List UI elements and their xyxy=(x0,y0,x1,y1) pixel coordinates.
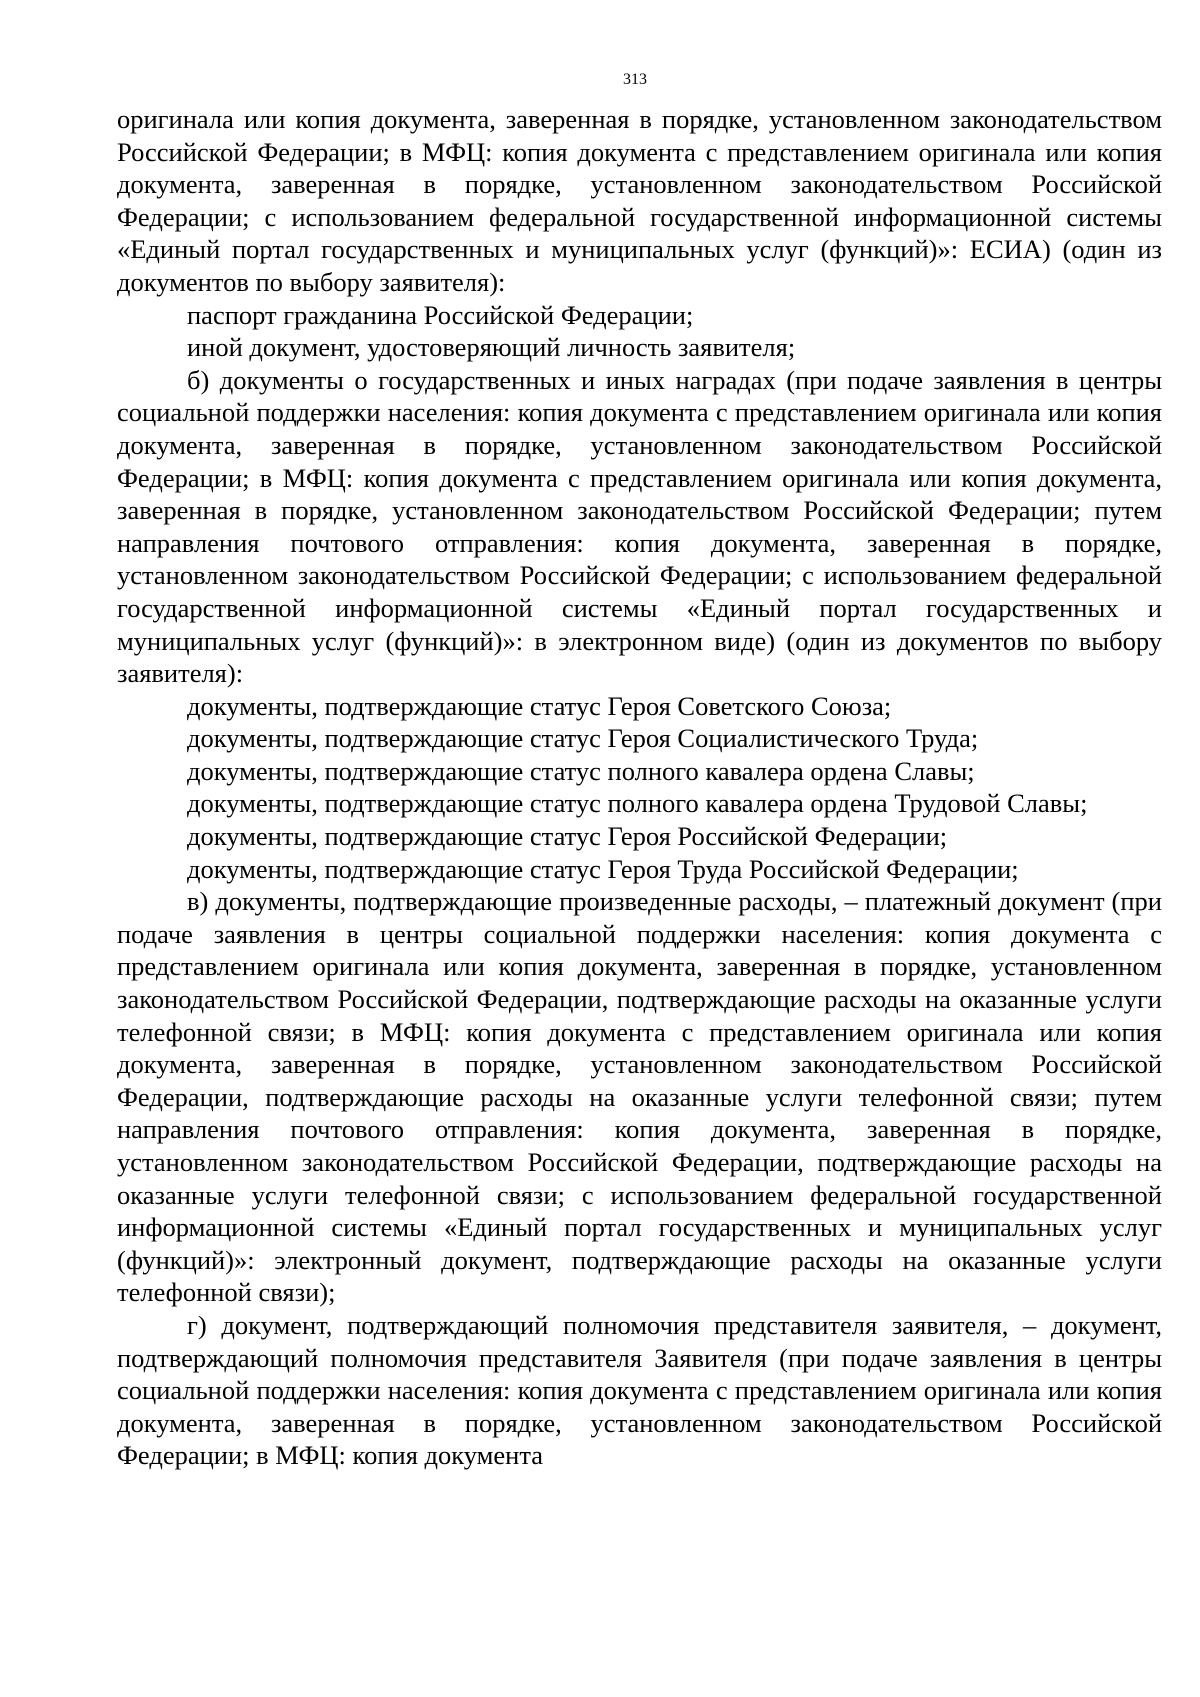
page-number: 313 xyxy=(623,71,647,88)
list-item-hero-of-labor: документы, подтверждающие статус Героя Труда Российской Федерации; xyxy=(187,853,1019,884)
list-item-hero-russian-federation: документы, подтверждающие статус Героя Российской Федерации; xyxy=(187,821,948,852)
document-body xyxy=(117,103,1162,1472)
paragraph-representative-authority: г) документ, подтверждающий полномочия представителя заявителя, – документ, подтверждающий полномочия представителя Заявителя (при подаче заявления в центры социальной поддержки населения: копия документа с представлением оригинала или копия документа, заверенная в порядке, установленном законодательством Российской Федерации; в МФЦ: копия документа xyxy=(117,1309,1162,1471)
paragraph-expense-documents: в) документы, подтверждающие произведенные расходы, – платежный документ (при подаче заявления в центры социальной поддержки населения: копия документа с представлением оригинала или копия документа, заверенная в порядке, установленном законодательством Российской Федерации, подтверждающие расходы на оказанные услуги телефонной связи; в МФЦ: копия документа с представлением оригинала или копия документа, заверенная в порядке, установленном законодательством Российской Федерации, подтверждающие расходы на оказанные услуги телефонной связи; путем направления почтового отправления: копия документа, заверенная в порядке, установленном законодательством Российской Федерации, подтверждающие расходы на оказанные услуги телефонной связи; с использованием федеральной государственной информационной системы «Единый портал государственных и муниципальных услуг (функций)»: электронный документ, подтверждающие расходы на оказанные услуги телефонной связи); xyxy=(117,886,1162,1308)
paragraph-awards-documents: б) документы о государственных и иных наградах (при подаче заявления в центры социальной поддержки населения: копия документа с представлением оригинала или копия документа, заверенная в порядке, установленном законодательством Российской Федерации; в МФЦ: копия документа с представлением оригинала или копия документа, заверенная в порядке, установленном законодательством Российской Федерации; путем направления почтового отправления: копия документа, заверенная в порядке, установленном законодательством Российской Федерации; с использованием федеральной государственной информационной системы «Единый портал государственных и муниципальных услуг (функций)»: в электронном виде) (один из документов по выбору заявителя): xyxy=(117,364,1162,689)
list-item-identity-document: иной документ, удостоверяющий личность заявителя; xyxy=(187,332,796,363)
paragraph-continuation: оригинала или копия документа, заверенная в порядке, установленном законодательством Российской Федерации; в МФЦ: копия документа с представлением оригинала или копия документа, заверенная в порядке, установленном законодательством Российской Федерации; с использованием федеральной государственной информационной системы «Единый портал государственных и муниципальных услуг (функций)»: ЕСИА) (один из документов по выбору заявителя): xyxy=(117,104,1162,297)
list-item-order-of-glory: документы, подтверждающие статус полного кавалера ордена Славы; xyxy=(187,755,975,786)
list-item-hero-socialist-labor: документы, подтверждающие статус Героя Социалистического Труда; xyxy=(187,723,979,754)
list-item-hero-soviet-union: документы, подтверждающие статус Героя Советского Союза; xyxy=(187,690,892,721)
list-item-passport: паспорт гражданина Российской Федерации; xyxy=(187,299,694,330)
list-item-order-of-labor-glory: документы, подтверждающие статус полного кавалера ордена Трудовой Славы; xyxy=(187,788,1088,819)
